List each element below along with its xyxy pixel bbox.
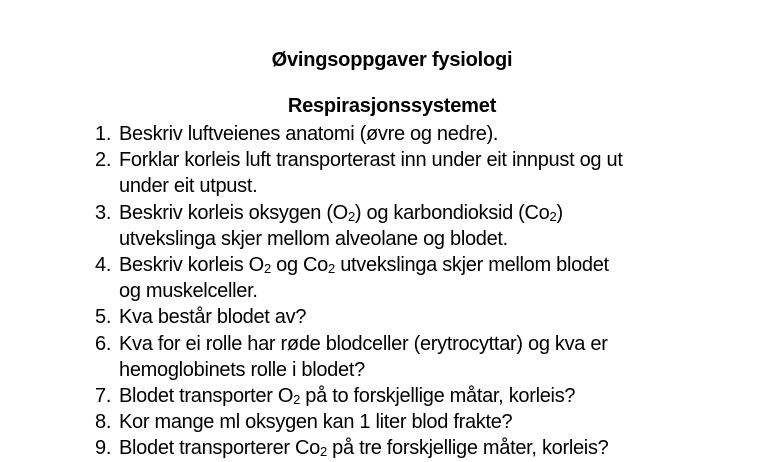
question-text — [119, 200, 699, 226]
question-item — [95, 121, 699, 147]
question-text: og muskelceller. — [119, 280, 258, 303]
question-number: 5. — [95, 306, 112, 329]
question-number: 7. — [95, 385, 112, 408]
subscript: 2 — [328, 261, 335, 277]
question-number: 3. — [95, 201, 112, 224]
subscript: 2 — [347, 208, 355, 224]
text-segment: ) — [556, 201, 563, 224]
question-text — [119, 252, 699, 278]
question-text: Kva består blodet av? — [119, 306, 307, 329]
question-text: Kor mange ml oksygen kan 1 liter blod frakte? — [119, 411, 513, 434]
question-text: utvekslinga skjer mellom alveolane og blodet. — [119, 227, 508, 250]
question-item — [95, 383, 699, 409]
text-segment: Beskriv korleis oksygen (O — [119, 201, 348, 224]
subscript: 2 — [293, 392, 301, 408]
document-title: Øvingsoppgaver fysiologi — [271, 49, 513, 71]
question-item — [95, 435, 699, 461]
question-item — [95, 252, 699, 304]
text-segment: Beskriv korleis O — [119, 254, 264, 277]
text-segment: utvekslinga skjer mellom blodet — [334, 254, 609, 277]
question-text: Kva for ei rolle har røde blodceller (erytrocyttar) og kva er — [119, 332, 608, 355]
question-item — [95, 331, 699, 383]
question-number: 9. — [95, 437, 112, 460]
question-item — [95, 409, 699, 435]
subscript: 2 — [319, 444, 327, 460]
question-item — [95, 200, 699, 252]
text-segment: på to forskjellige måtar, korleis? — [300, 385, 576, 408]
question-number: 2. — [95, 149, 112, 172]
text-segment: på tre forskjellige måter, korleis? — [326, 437, 609, 460]
question-list — [95, 121, 699, 462]
question-text: Forklar korleis luft transporterast inn under eit innpust og ut — [119, 149, 623, 172]
text-segment: og Co — [270, 254, 329, 277]
question-text — [119, 383, 699, 409]
question-item — [95, 304, 699, 330]
question-text — [119, 435, 699, 461]
question-text: Beskriv luftveienes anatomi (øvre og nedre). — [119, 123, 499, 145]
question-number: 6. — [95, 332, 112, 355]
subscript: 2 — [263, 261, 271, 277]
question-text: hemoglobinets rolle i blodet? — [119, 358, 365, 381]
text-segment: ) og karbondioksid (Co — [354, 201, 550, 224]
section-title: Respirasjonssystemet — [287, 95, 497, 117]
question-number: 4. — [95, 254, 112, 277]
text-segment: Blodet transporter O — [119, 385, 294, 408]
question-number: 1. — [95, 123, 112, 145]
question-text: under eit utpust. — [119, 175, 258, 198]
subscript: 2 — [549, 208, 557, 224]
question-item — [95, 147, 699, 199]
question-number: 8. — [95, 411, 112, 434]
text-segment: Blodet transporterer Co — [119, 437, 320, 460]
